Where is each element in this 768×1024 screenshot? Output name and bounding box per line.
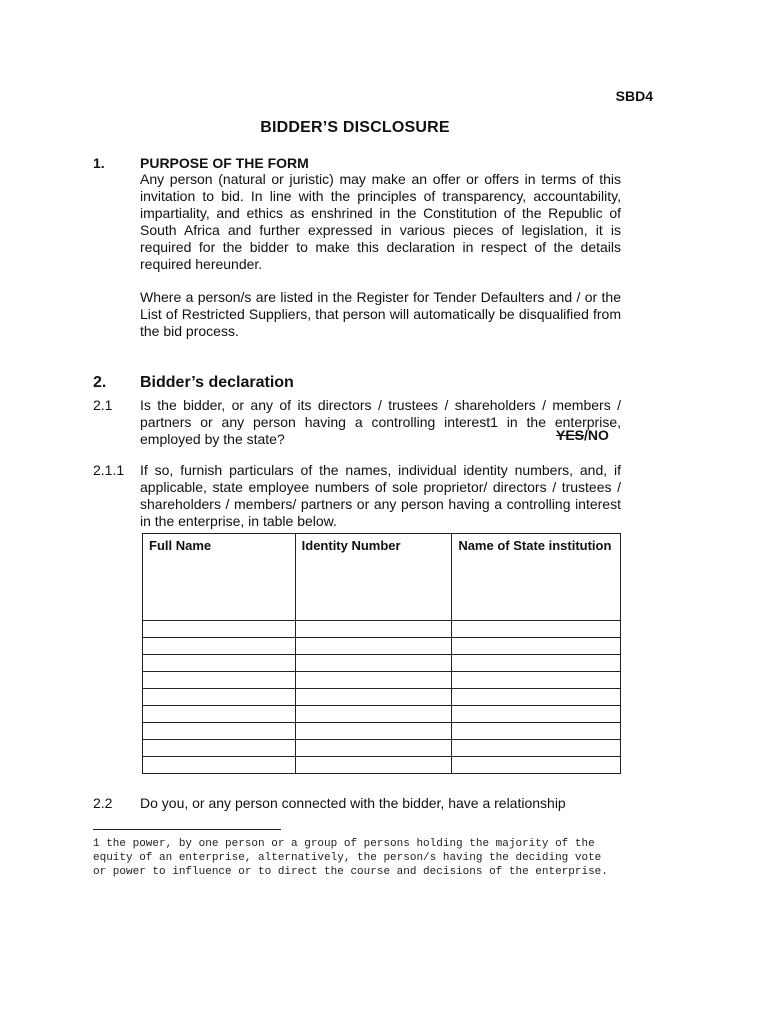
table-cell[interactable]: [452, 689, 621, 706]
section-2-number: 2.: [93, 374, 107, 391]
table-row: [143, 689, 621, 706]
table-cell[interactable]: [452, 740, 621, 757]
yes-option: YES: [556, 427, 585, 443]
yes-no-separator: /: [584, 427, 588, 443]
table-cell[interactable]: [295, 757, 452, 774]
item-2-1-1-number: 2.1.1: [93, 462, 125, 478]
table-cell[interactable]: [452, 621, 621, 638]
item-2-2-number: 2.2: [93, 795, 113, 811]
table-row: [143, 638, 621, 655]
form-code: SBD4: [615, 88, 653, 104]
table-cell[interactable]: [143, 655, 296, 672]
table-cell[interactable]: [295, 689, 452, 706]
header-state-institution: Name of State institution: [452, 534, 621, 621]
table-cell[interactable]: [143, 638, 296, 655]
table-row: [143, 757, 621, 774]
table-cell[interactable]: [452, 672, 621, 689]
table-cell[interactable]: [143, 689, 296, 706]
no-option: NO: [587, 427, 609, 443]
table-cell[interactable]: [452, 706, 621, 723]
table-cell[interactable]: [295, 672, 452, 689]
table-row: [143, 621, 621, 638]
table-cell[interactable]: [143, 621, 296, 638]
table-cell[interactable]: [452, 655, 621, 672]
section-1-paragraph-1: Any person (natural or juristic) may make an offer or offers in terms of this invitation to bid. In line with the principles of transparency, accountability, impartiality, and ethics as enshrined in the Constitution of the Republic of South Africa and further expressed in various pieces of legislation, it is required for the bidder to make this declaration in respect of the details required hereunder.: [140, 171, 621, 272]
table-cell[interactable]: [295, 706, 452, 723]
section-2-heading: Bidder’s declaration: [140, 374, 294, 391]
section-1-heading: PURPOSE OF THE FORM: [140, 155, 309, 171]
item-2-1-number: 2.1: [93, 397, 113, 413]
table-cell[interactable]: [143, 672, 296, 689]
table-row: [143, 655, 621, 672]
table-cell[interactable]: [295, 638, 452, 655]
table-cell[interactable]: [295, 655, 452, 672]
table-cell[interactable]: [143, 740, 296, 757]
yes-no-answer: [556, 427, 609, 443]
document-title: BIDDER’S DISCLOSURE: [260, 119, 450, 136]
table-cell[interactable]: [452, 723, 621, 740]
table-row: [143, 706, 621, 723]
footnote: 1 the power, by one person or a group of persons holding the majority of the equity of an enterprise, alternatively, the person/s having the deciding vote or power to influence or to direct the course and decisions of the enterprise.: [93, 838, 608, 878]
table-cell[interactable]: [295, 621, 452, 638]
table-cell[interactable]: [143, 757, 296, 774]
header-identity-number: Identity Number: [295, 534, 452, 621]
particulars-table: [142, 533, 621, 774]
header-full-name: Full Name: [143, 534, 296, 621]
table-header-row: [143, 534, 621, 621]
table-cell[interactable]: [143, 706, 296, 723]
footnote-divider: [93, 829, 281, 830]
table-row: [143, 672, 621, 689]
item-2-2-text: Do you, or any person connected with the bidder, have a relationship: [140, 795, 566, 811]
table-row: [143, 723, 621, 740]
section-1-number: 1.: [93, 155, 105, 171]
table-cell[interactable]: [295, 740, 452, 757]
table-row: [143, 740, 621, 757]
item-2-1-text: Is the bidder, or any of its directors / trustees / shareholders / members / partners or any person having a controlling interest1 in the enterprise, employed by the state?: [140, 397, 621, 447]
table-cell[interactable]: [295, 723, 452, 740]
table-cell[interactable]: [452, 638, 621, 655]
table-cell[interactable]: [143, 723, 296, 740]
item-2-1-1-text: If so, furnish particulars of the names, individual identity numbers, and, if applicable, state employee numbers of sole proprietor/ directors / trustees / shareholders / members/ partners or any person having a controlling interest in the enterprise, in table below.: [140, 462, 621, 529]
section-1-paragraph-2: Where a person/s are listed in the Register for Tender Defaulters and / or the List of Restricted Suppliers, that person will automatically be disqualified from the bid process.: [140, 289, 621, 339]
table-cell[interactable]: [452, 757, 621, 774]
